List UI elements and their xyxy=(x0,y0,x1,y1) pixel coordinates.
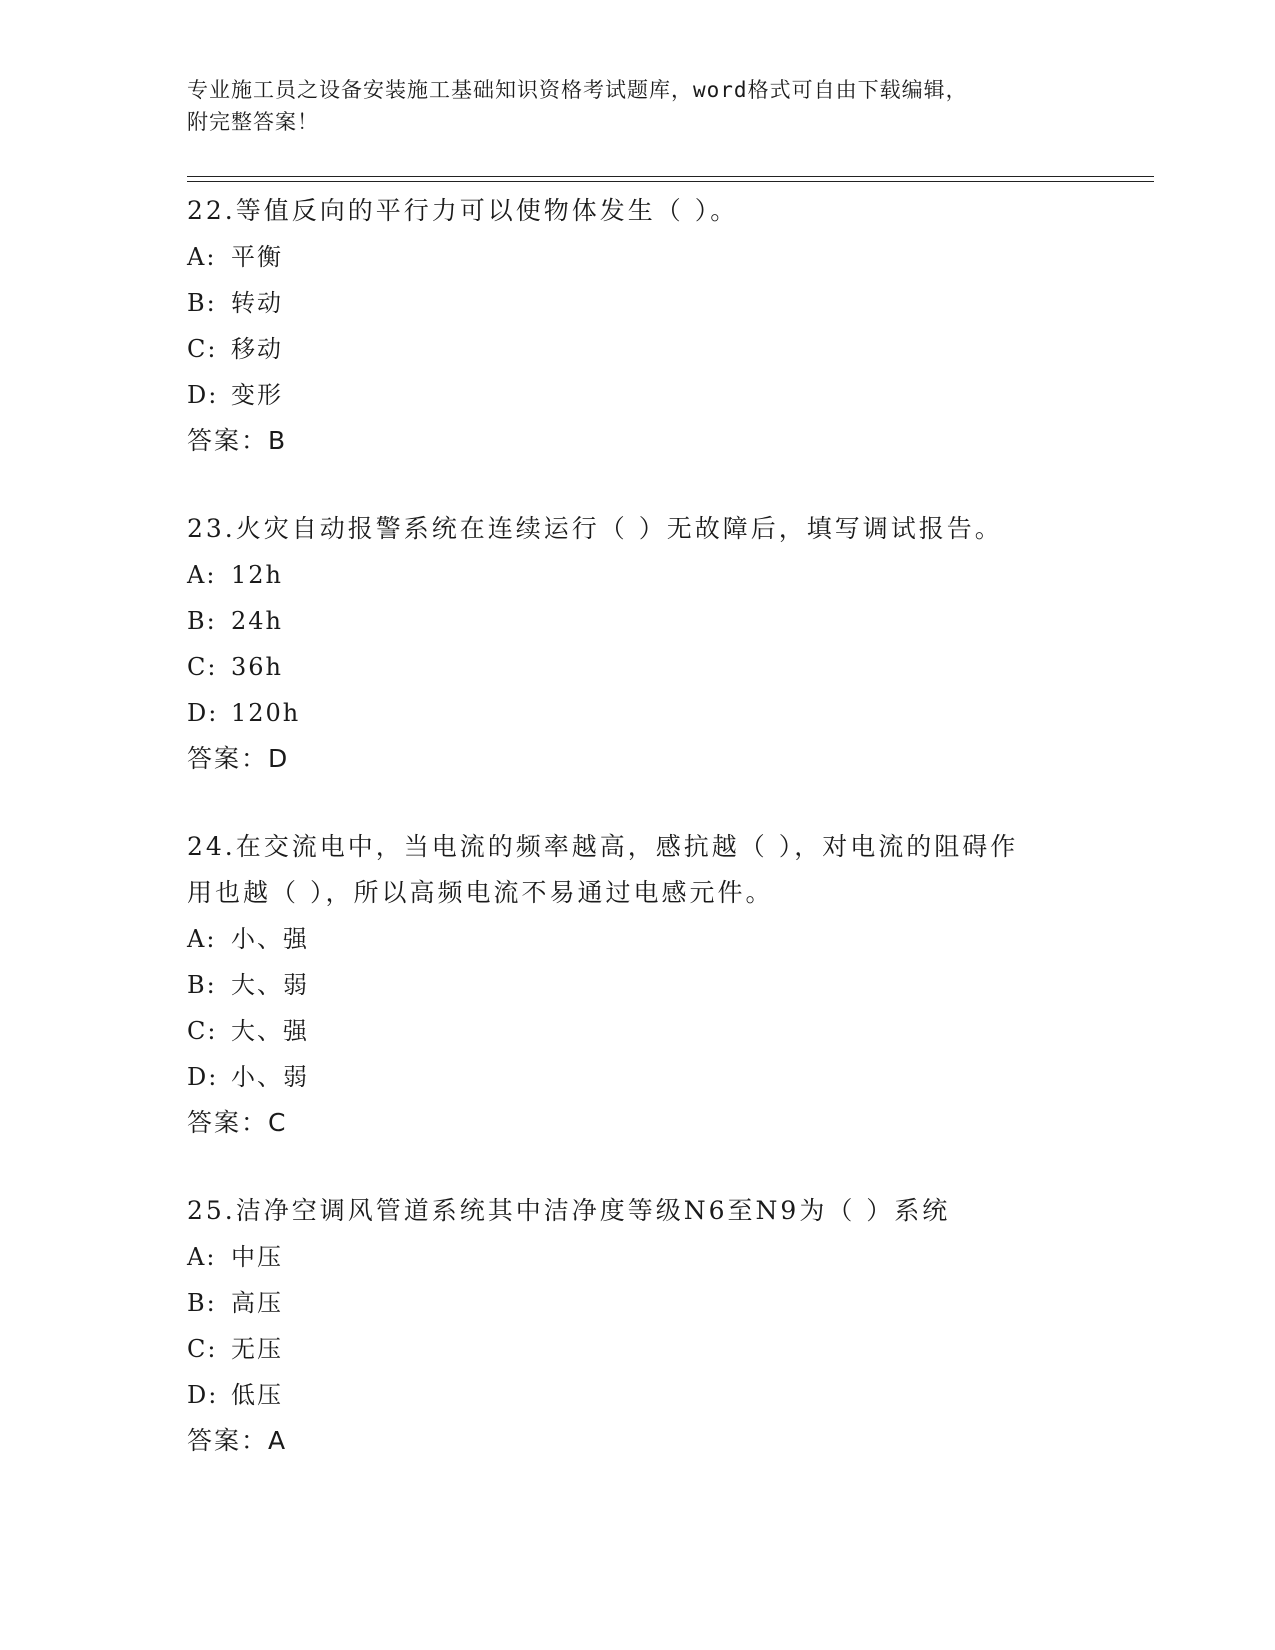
option-text: 小、弱 xyxy=(231,1063,309,1091)
option-key: A: xyxy=(187,561,217,589)
option-b xyxy=(187,1280,1087,1326)
document-header xyxy=(187,74,1087,138)
answer-line: 答案：A xyxy=(187,1426,288,1455)
option-key: A: xyxy=(187,925,217,953)
option-key: A: xyxy=(187,243,217,271)
option-text: 高压 xyxy=(231,1289,283,1317)
option-key: C: xyxy=(187,1017,218,1045)
option-b xyxy=(187,962,1087,1008)
option-text: 12h xyxy=(231,561,283,589)
question-stem-line-2: 用也越（ ），所以高频电流不易通过电感元件。 xyxy=(187,878,774,907)
answer-line: 答案：B xyxy=(187,426,288,455)
option-text: 低压 xyxy=(231,1381,283,1409)
option-c xyxy=(187,326,1087,372)
option-key: D: xyxy=(187,381,219,409)
option-key: A: xyxy=(187,1243,217,1271)
option-c xyxy=(187,1326,1087,1372)
option-text: 大、弱 xyxy=(231,971,309,999)
option-a xyxy=(187,234,1087,280)
option-a xyxy=(187,1234,1087,1280)
option-key: B: xyxy=(187,289,217,317)
option-key: C: xyxy=(187,335,218,363)
option-c xyxy=(187,644,1087,690)
option-key: D: xyxy=(187,1381,219,1409)
question-stem: 25.洁净空调风管道系统其中洁净度等级N6至N9为（ ）系统 xyxy=(187,1196,951,1225)
option-text: 无压 xyxy=(231,1335,283,1363)
question-24 xyxy=(187,824,1087,1146)
option-text: 变形 xyxy=(231,381,283,409)
option-text: 36h xyxy=(231,653,283,681)
option-c xyxy=(187,1008,1087,1054)
option-key: C: xyxy=(187,653,218,681)
question-stem: 23.火灾自动报警系统在连续运行（ ）无故障后，填写调试报告。 xyxy=(187,514,1003,543)
answer-line: 答案：C xyxy=(187,1108,288,1137)
header-divider-top xyxy=(187,176,1154,177)
option-key: D: xyxy=(187,699,219,727)
option-text: 大、强 xyxy=(231,1017,309,1045)
option-b xyxy=(187,280,1087,326)
question-stem-line-1: 24.在交流电中，当电流的频率越高，感抗越（ ），对电流的阻碍作 xyxy=(187,832,1019,861)
option-text: 120h xyxy=(231,699,301,727)
question-22 xyxy=(187,188,1087,464)
question-stem: 22.等值反向的平行力可以使物体发生（ ）。 xyxy=(187,196,739,225)
option-key: C: xyxy=(187,1335,218,1363)
option-d xyxy=(187,372,1087,418)
option-text: 移动 xyxy=(231,335,283,363)
option-text: 24h xyxy=(231,607,283,635)
option-d xyxy=(187,1372,1087,1418)
answer-line: 答案：D xyxy=(187,744,290,773)
option-d xyxy=(187,690,1087,736)
question-23 xyxy=(187,506,1087,782)
option-key: B: xyxy=(187,607,217,635)
option-text: 中压 xyxy=(231,1243,283,1271)
option-key: B: xyxy=(187,971,217,999)
option-a xyxy=(187,916,1087,962)
option-text: 小、强 xyxy=(231,925,309,953)
option-key: B: xyxy=(187,1289,217,1317)
header-divider-bottom xyxy=(187,181,1154,182)
header-line-2: 附完整答案！ xyxy=(187,110,319,134)
question-25 xyxy=(187,1188,1087,1464)
option-text: 转动 xyxy=(231,289,283,317)
option-b xyxy=(187,598,1087,644)
option-text: 平衡 xyxy=(231,243,283,271)
option-a xyxy=(187,552,1087,598)
option-key: D: xyxy=(187,1063,219,1091)
option-d xyxy=(187,1054,1087,1100)
header-line-1: 专业施工员之设备安装施工基础知识资格考试题库，word格式可自由下载编辑， xyxy=(187,78,968,102)
